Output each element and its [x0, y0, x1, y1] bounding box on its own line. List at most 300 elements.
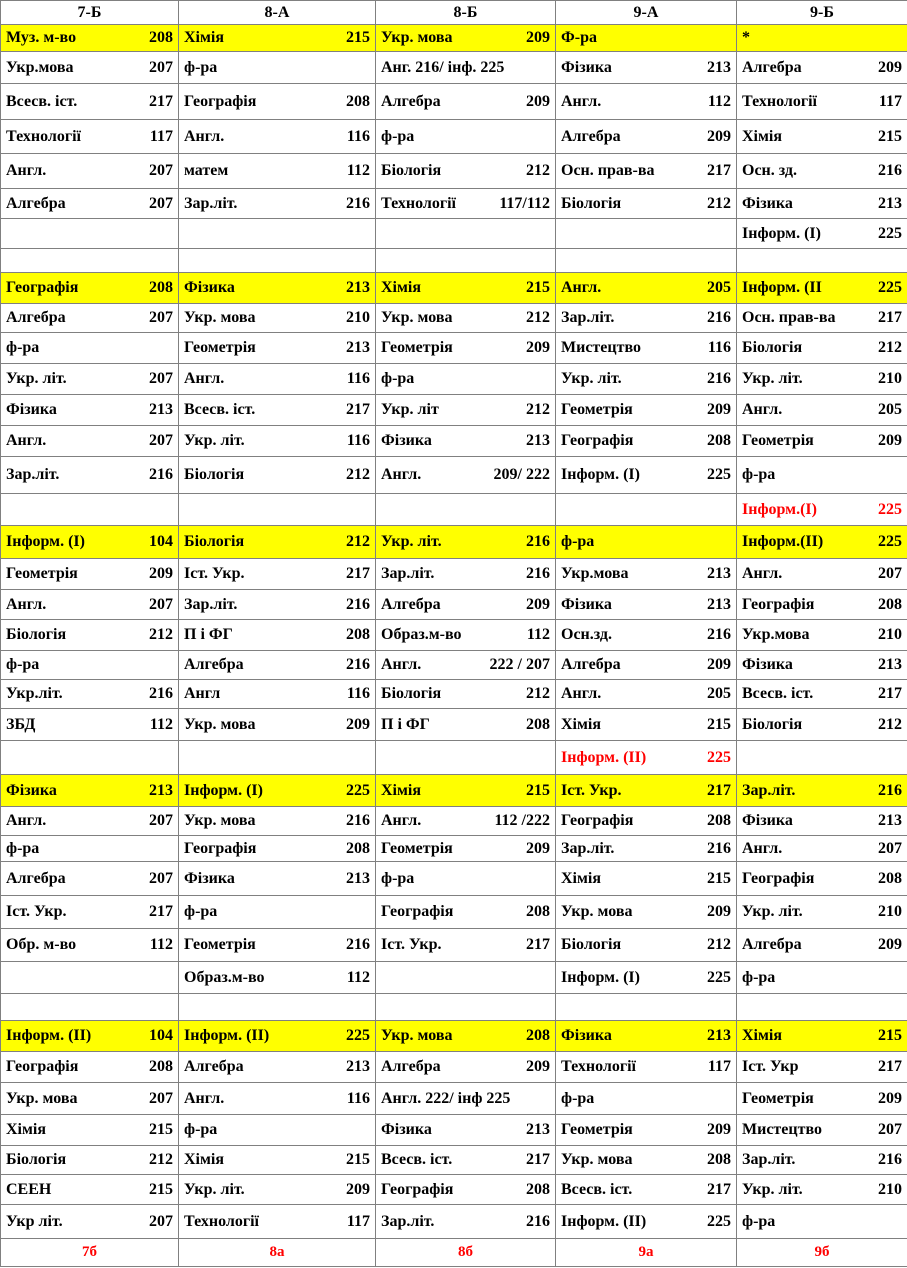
subject-text: Географія — [184, 839, 257, 857]
lesson-cell-8a — [179, 775, 376, 807]
room-number: 112 — [707, 92, 731, 110]
lesson-cell-9a — [556, 120, 737, 154]
lesson-cell-9b — [737, 680, 907, 709]
subject-text: Осн. прав-ва — [561, 162, 655, 179]
lesson-cell-7b — [1, 526, 179, 559]
lesson-cell-7b — [1, 1175, 179, 1205]
lesson-cell-7b — [1, 559, 179, 590]
class-header-7b: 7-Б — [1, 1, 179, 25]
room-number: 209 — [707, 1121, 731, 1138]
room-number: 207 — [878, 1121, 902, 1138]
room-number: 216 — [346, 194, 370, 212]
subject-text: Осн.зд. — [561, 626, 612, 643]
room-number: 225 — [346, 1027, 370, 1044]
subject-text: Англ. — [381, 656, 422, 673]
subject-text: Алгебра — [381, 92, 441, 110]
lesson-cell-7b — [1, 929, 179, 962]
lesson-row — [1, 590, 907, 620]
class-header-9b: 9-Б — [737, 1, 907, 25]
room-number: 216 — [878, 781, 902, 799]
lesson-cell-9a — [556, 84, 737, 120]
room-number: 208 — [526, 1027, 550, 1044]
subject-text: Всесв. іст. — [742, 685, 814, 702]
subject-text: Технології — [6, 127, 81, 145]
lesson-cell-7b — [1, 775, 179, 807]
room-number: 225 — [878, 279, 902, 296]
subject-text: Англ — [184, 685, 221, 702]
room-number: 215 — [346, 1151, 370, 1168]
subject-text: Алгебра — [6, 309, 66, 326]
subject-text: Хімія — [184, 29, 224, 46]
room-number: 213 — [878, 812, 902, 829]
subject-text: Укр. мова — [6, 1089, 78, 1107]
lesson-cell-9b — [737, 1205, 907, 1239]
lesson-cell-7b — [1, 364, 179, 395]
subject-text: Укр. мова — [381, 309, 453, 326]
class-header-8a: 8-А — [179, 1, 376, 25]
subject-text: * — [742, 29, 750, 46]
lesson-cell-9a — [556, 775, 737, 807]
room-number: 212 — [707, 194, 731, 212]
room-number: 209 — [526, 29, 550, 46]
lesson-cell-7b — [1, 807, 179, 836]
lesson-cell-9b — [737, 1083, 907, 1115]
lesson-row — [1, 1083, 907, 1115]
subject-text: Укр. мова — [184, 715, 256, 733]
lesson-row — [1, 304, 907, 333]
subject-text: Географія — [381, 903, 454, 920]
room-number: 209 — [346, 1180, 370, 1198]
room-number: 212 — [149, 1151, 173, 1168]
room-number: 216 — [526, 1212, 550, 1230]
subject-text: Хімія — [561, 715, 601, 733]
subject-text: ф-ра — [561, 1089, 595, 1107]
room-number: 116 — [346, 432, 370, 449]
lesson-cell-8a — [179, 304, 376, 333]
lesson-cell-8a — [179, 1021, 376, 1052]
room-number: 212 — [707, 936, 731, 953]
lesson-cell-9b — [737, 526, 907, 559]
room-number: 207 — [149, 162, 173, 179]
subject-text: Інформ. (І) — [6, 533, 85, 550]
lesson-row — [1, 862, 907, 896]
room-number: 225 — [707, 968, 731, 986]
lesson-cell-7b — [1, 84, 179, 120]
lesson-row — [1, 1205, 907, 1239]
room-number: 205 — [707, 279, 731, 296]
subject-text: Англ. — [381, 812, 422, 829]
room-number: 116 — [346, 370, 370, 387]
subject-text: Англ. — [742, 839, 783, 857]
room-number: 209 — [878, 1089, 902, 1107]
lesson-cell-9a — [556, 862, 737, 896]
room-number: 209 — [707, 401, 731, 418]
room-number: 212 — [526, 162, 550, 179]
lesson-row — [1, 1115, 907, 1146]
lesson-cell-9a — [556, 1021, 737, 1052]
lesson-cell-8b — [376, 994, 556, 1021]
lesson-cell-9a — [556, 364, 737, 395]
subject-text: Укр.мова — [6, 58, 74, 76]
subject-text: Технології — [742, 92, 817, 110]
room-number: 208 — [526, 903, 550, 920]
lesson-cell-7b — [1, 249, 179, 273]
lesson-cell-9a — [556, 526, 737, 559]
subject-text: Укр. літ. — [742, 370, 803, 387]
lesson-cell-9b — [737, 426, 907, 457]
lesson-cell-9b — [737, 1175, 907, 1205]
subject-text: Інформ. (ІІ — [742, 279, 822, 296]
lesson-cell-8b — [376, 1021, 556, 1052]
room-number: 217 — [878, 309, 902, 326]
subject-text: Англ. — [184, 127, 225, 145]
subject-text: Англ. — [561, 279, 602, 296]
lesson-row — [1, 1021, 907, 1052]
room-number: 117/112 — [499, 194, 550, 212]
lesson-cell-9b — [737, 896, 907, 929]
lesson-cell-7b — [1, 741, 179, 775]
lesson-row — [1, 84, 907, 120]
lesson-cell-7b — [1, 457, 179, 494]
room-number: 112 — [149, 936, 173, 953]
subject-text: Англ. — [184, 370, 225, 387]
subject-text: Технології — [561, 1058, 636, 1075]
room-number: 215 — [526, 279, 550, 296]
lesson-cell-9b — [737, 962, 907, 994]
lesson-cell-9a — [556, 249, 737, 273]
room-number: 215 — [878, 127, 902, 145]
room-number: 207 — [149, 432, 173, 449]
subject-text: Хімія — [742, 1027, 782, 1044]
subject-text: Мистецтво — [561, 339, 641, 356]
lesson-cell-8b — [376, 120, 556, 154]
room-number: 209 — [707, 127, 731, 145]
lesson-cell-8b — [376, 741, 556, 775]
room-number: 210 — [878, 370, 902, 387]
subject-text: Інформ. (ІІ) — [561, 1212, 647, 1230]
lesson-cell-7b — [1, 1146, 179, 1175]
subject-text: Географія — [561, 812, 634, 829]
room-number: 208 — [149, 29, 173, 46]
room-number: 212 — [526, 309, 550, 326]
lesson-cell-8b — [376, 364, 556, 395]
room-number: 216 — [149, 466, 173, 483]
room-number: 225 — [878, 224, 902, 242]
room-number: 116 — [346, 127, 370, 145]
subject-text: ф-ра — [381, 869, 415, 887]
subject-text: Географія — [6, 279, 79, 296]
lesson-row — [1, 836, 907, 862]
room-number: 209 — [149, 565, 173, 582]
lesson-cell-9b — [737, 154, 907, 189]
room-number: 225 — [878, 533, 902, 550]
lesson-cell-9a — [556, 426, 737, 457]
subject-text: Біологія — [381, 162, 442, 179]
lesson-row — [1, 219, 907, 249]
room-number: 225 — [878, 500, 902, 518]
subject-text: Англ. — [6, 595, 47, 613]
room-number: 216 — [526, 565, 550, 582]
lesson-cell-9b — [737, 25, 907, 52]
subject-text: Іст. Укр. — [561, 781, 622, 799]
lesson-cell-9b — [737, 1146, 907, 1175]
room-number: 213 — [526, 1121, 550, 1138]
room-number: 112 — [149, 715, 173, 733]
lesson-cell-7b — [1, 494, 179, 526]
room-number: 212 — [346, 466, 370, 483]
subject-text: Всесв. іст. — [184, 401, 256, 418]
subject-text: Зар.літ. — [381, 565, 435, 582]
subject-text: Технології — [381, 194, 456, 212]
room-number: 216 — [707, 839, 731, 857]
room-number: 209 — [526, 339, 550, 356]
subject-text: ф-ра — [184, 58, 218, 76]
lesson-cell-8a — [179, 120, 376, 154]
subject-text: Зар.літ. — [561, 309, 615, 326]
subject-text: Біологія — [184, 533, 245, 550]
subject-text: Географія — [561, 432, 634, 449]
lesson-row — [1, 962, 907, 994]
room-number: 216 — [346, 656, 370, 673]
lesson-cell-9b — [737, 189, 907, 219]
lesson-row — [1, 994, 907, 1021]
room-number: 208 — [878, 595, 902, 613]
lesson-row — [1, 709, 907, 741]
subject-text: Зар.літ. — [561, 839, 615, 857]
lesson-cell-9a — [556, 457, 737, 494]
subject-text: Укр. мова — [381, 29, 453, 46]
room-number: 213 — [707, 1027, 731, 1044]
subject-text: Алгебра — [561, 127, 621, 145]
lesson-cell-8a — [179, 590, 376, 620]
subject-text: Укр. мова — [381, 1027, 453, 1044]
subject-text: Алгебра — [381, 1058, 441, 1075]
lesson-cell-9b — [737, 775, 907, 807]
room-number: 209 — [878, 432, 902, 449]
subject-text: ф-ра — [381, 127, 415, 145]
subject-text: Фізика — [381, 1121, 432, 1138]
room-number: 116 — [346, 1089, 370, 1107]
lesson-cell-9b — [737, 1052, 907, 1083]
lesson-cell-8a — [179, 219, 376, 249]
subject-text: Геометрія — [6, 565, 78, 582]
room-number: 212 — [878, 339, 902, 356]
subject-text: П і ФГ — [381, 715, 430, 733]
room-number: 222 / 207 — [489, 656, 550, 673]
lesson-row — [1, 457, 907, 494]
lesson-cell-8b — [376, 962, 556, 994]
room-number: 104 — [149, 533, 173, 550]
room-number: 112 — [346, 968, 370, 986]
subject-text: Географія — [6, 1058, 79, 1075]
lesson-cell-8a — [179, 333, 376, 364]
room-number: 208 — [149, 279, 173, 296]
subject-text: Географія — [742, 869, 815, 887]
subject-text: Інформ.(І) — [742, 500, 817, 518]
room-number: 209 — [707, 903, 731, 920]
lesson-cell-7b — [1, 994, 179, 1021]
subject-text: Англ. — [742, 401, 783, 418]
subject-text: Фізика — [381, 432, 432, 449]
room-number: 116 — [346, 685, 370, 702]
subject-text: Англ. 222/ інф 225 — [381, 1089, 511, 1107]
room-number: 213 — [878, 194, 902, 212]
room-number: 217 — [878, 685, 902, 702]
lesson-cell-8a — [179, 1083, 376, 1115]
room-number: 217 — [149, 903, 173, 920]
lesson-cell-9a — [556, 25, 737, 52]
subject-text: СЕЕН — [6, 1180, 52, 1198]
room-number: 208 — [707, 432, 731, 449]
room-number: 209 — [526, 1058, 550, 1075]
lesson-cell-7b — [1, 862, 179, 896]
lesson-cell-8b — [376, 590, 556, 620]
room-number: 215 — [878, 1027, 902, 1044]
lesson-cell-7b — [1, 590, 179, 620]
lesson-cell-8b — [376, 862, 556, 896]
room-number: 207 — [878, 839, 902, 857]
lesson-cell-8b — [376, 651, 556, 680]
room-number: 207 — [149, 869, 173, 887]
class-header-9a: 9-А — [556, 1, 737, 25]
lesson-cell-8a — [179, 651, 376, 680]
lesson-cell-7b — [1, 395, 179, 426]
subject-text: Образ.м-во — [184, 968, 265, 986]
subject-text: Іст. Укр. — [6, 903, 67, 920]
subject-text: Укр. літ. — [184, 432, 245, 449]
room-number: 215 — [346, 29, 370, 46]
lesson-cell-7b — [1, 52, 179, 84]
lesson-cell-8b — [376, 25, 556, 52]
lesson-cell-8a — [179, 559, 376, 590]
lesson-cell-8a — [179, 994, 376, 1021]
room-number: 208 — [526, 715, 550, 733]
lesson-cell-8b — [376, 559, 556, 590]
lesson-cell-8b — [376, 154, 556, 189]
lesson-cell-9a — [556, 395, 737, 426]
subject-text: Осн. прав-ва — [742, 309, 836, 326]
room-number: 210 — [878, 626, 902, 643]
room-number: 116 — [707, 339, 731, 356]
lesson-cell-8b — [376, 333, 556, 364]
subject-text: Фізика — [742, 194, 793, 212]
lesson-cell-9b — [737, 84, 907, 120]
room-number: 216 — [878, 162, 902, 179]
lesson-cell-9b — [737, 273, 907, 304]
room-number: 117 — [878, 92, 902, 110]
subject-text: Біологія — [184, 466, 245, 483]
room-number: 208 — [346, 626, 370, 643]
room-number: 212 — [526, 685, 550, 702]
lesson-row — [1, 620, 907, 651]
lesson-cell-9a — [556, 651, 737, 680]
subject-text: Алгебра — [561, 656, 621, 673]
lesson-cell-9b — [737, 862, 907, 896]
subject-text: Біологія — [742, 339, 803, 356]
lesson-cell-9a — [556, 333, 737, 364]
subject-text: Інформ. (ІІ) — [6, 1027, 92, 1044]
lesson-cell-9a — [556, 836, 737, 862]
lesson-cell-7b — [1, 1021, 179, 1052]
subject-text: Іст. Укр. — [381, 936, 442, 953]
room-number: 112 — [526, 626, 550, 643]
lesson-cell-9b — [737, 807, 907, 836]
class-footer-9a: 9а — [556, 1239, 737, 1267]
subject-text: ф-ра — [561, 533, 595, 550]
subject-text: Ф-ра — [561, 29, 597, 46]
subject-text: Англ. — [561, 685, 602, 702]
room-number: 213 — [707, 565, 731, 582]
lesson-cell-8a — [179, 526, 376, 559]
subject-text: Укр.мова — [561, 565, 629, 582]
lesson-cell-9b — [737, 120, 907, 154]
subject-text: Хімія — [381, 279, 421, 296]
subject-text: Укр. мова — [561, 903, 633, 920]
subject-text: Географія — [381, 1180, 454, 1198]
lesson-cell-9a — [556, 896, 737, 929]
room-number: 207 — [149, 370, 173, 387]
room-number: 104 — [149, 1027, 173, 1044]
lesson-row — [1, 896, 907, 929]
subject-text: ф-ра — [6, 839, 40, 857]
lesson-cell-8b — [376, 929, 556, 962]
room-number: 213 — [346, 279, 370, 296]
lesson-cell-8a — [179, 426, 376, 457]
lesson-cell-8b — [376, 494, 556, 526]
subject-text: Інформ. (І) — [561, 466, 640, 483]
lesson-cell-9b — [737, 304, 907, 333]
lesson-cell-9a — [556, 219, 737, 249]
subject-text: Образ.м-во — [381, 626, 462, 643]
lesson-cell-8a — [179, 836, 376, 862]
subject-text: П і ФГ — [184, 626, 233, 643]
lesson-row — [1, 807, 907, 836]
subject-text: Укр. літ. — [6, 370, 67, 387]
lesson-cell-8b — [376, 1083, 556, 1115]
room-number: 212 — [149, 626, 173, 643]
lesson-cell-8b — [376, 775, 556, 807]
lesson-row — [1, 333, 907, 364]
subject-text: Англ. — [6, 162, 47, 179]
lesson-cell-8a — [179, 1205, 376, 1239]
lesson-cell-9a — [556, 741, 737, 775]
subject-text: Англ. — [381, 466, 422, 483]
lesson-row — [1, 364, 907, 395]
lesson-cell-9a — [556, 620, 737, 651]
subject-text: Фізика — [561, 595, 612, 613]
room-number: 215 — [149, 1180, 173, 1198]
lesson-cell-8b — [376, 1175, 556, 1205]
lesson-row — [1, 494, 907, 526]
subject-text: Хімія — [381, 781, 421, 799]
subject-text: Географія — [742, 595, 815, 613]
lesson-cell-8b — [376, 709, 556, 741]
lesson-cell-9a — [556, 962, 737, 994]
subject-text: ЗБД — [6, 715, 36, 733]
lesson-cell-9b — [737, 709, 907, 741]
subject-text: Зар.літ. — [6, 466, 60, 483]
room-number: 216 — [346, 812, 370, 829]
lesson-cell-9b — [737, 52, 907, 84]
subject-text: Інформ. (І) — [742, 224, 821, 242]
room-number: 210 — [346, 309, 370, 326]
lesson-cell-8a — [179, 929, 376, 962]
lesson-cell-8a — [179, 896, 376, 929]
lesson-cell-8b — [376, 526, 556, 559]
subject-text: Фізика — [742, 812, 793, 829]
subject-text: Зар.літ. — [184, 194, 238, 212]
subject-text: Біологія — [6, 626, 67, 643]
